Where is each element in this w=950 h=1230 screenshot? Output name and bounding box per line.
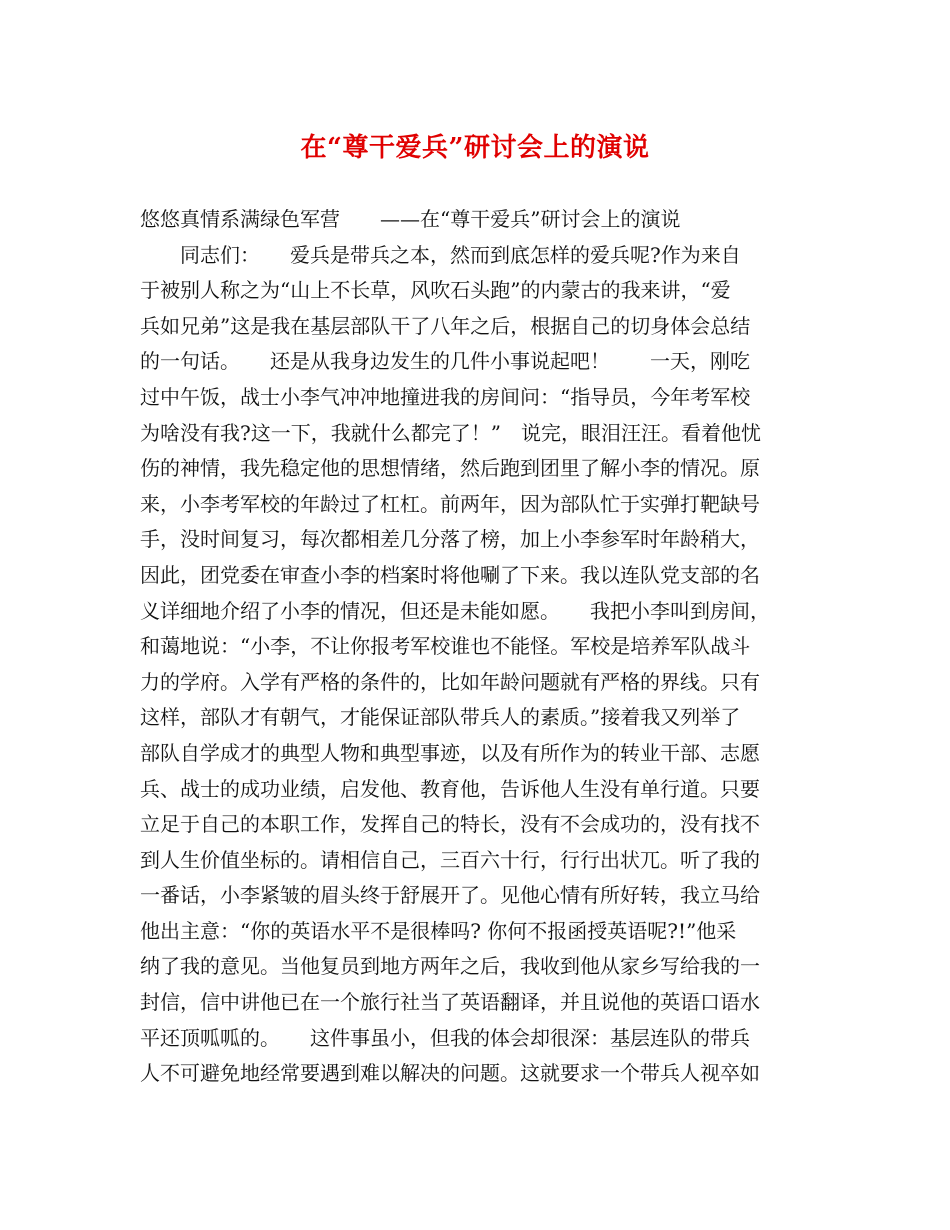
document-title: 在“尊干爱兵”研讨会上的演说 (300, 133, 650, 163)
text-line: 这样，部队才有朝气，才能保证部队带兵人的素质。”接着我又列举了 (140, 705, 741, 730)
text-line: 为啥没有我?这一下，我就什么都完了！” 说完，眼泪汪汪。看着他忧 (140, 420, 761, 445)
text-line: 立足于自己的本职工作，发挥自己的特长，没有不会成功的，没有找不 (140, 812, 760, 837)
text-line: 力的学府。入学有严格的条件的，比如年龄问题就有严格的界线。只有 (140, 669, 760, 694)
document-body (140, 202, 840, 1092)
text-line: 来，小李考军校的年龄过了杠杠。前两年，因为部队忙于实弹打靶缺号 (140, 491, 760, 516)
text-line: 过中午饭，战士小李气冲冲地撞进我的房间问：“指导员，今年考军校 (140, 384, 751, 409)
text-line: 纳了我的意见。当他复员到地方两年之后，我收到他从家乡写给我的一 (140, 954, 760, 979)
text-line: 平还顶呱呱的。 这件事虽小，但我的体会却很深：基层连队的带兵 (140, 1025, 750, 1050)
text-line: 和蔼地说：“小李，不让你报考军校谁也不能怪。军校是培养军队战斗 (140, 634, 751, 659)
text-line: 手，没时间复习，每次都相差几分落了榜，加上小李参军时年龄稍大， (140, 527, 760, 552)
text-line: 因此，团党委在审查小李的档案时将他唰了下来。我以连队党支部的名 (140, 562, 760, 587)
text-line: 兵如兄弟”这是我在基层部队干了八年之后，根据自己的切身体会总结 (140, 313, 751, 338)
text-line: 他出主意：“你的英语水平不是很棒吗? 你何不报函授英语呢?!”他采 (140, 918, 737, 943)
text-line: 同志们： 爱兵是带兵之本，然而到底怎样的爱兵呢?作为来自 (140, 242, 741, 267)
text-line: 一番话，小李紧皱的眉头终于舒展开了。见他心情有所好转，我立马给 (140, 883, 760, 908)
text-line: 的一句话。 还是从我身边发生的几件小事说起吧！ 一天，刚吃 (140, 349, 750, 374)
text-line: 伤的神情，我先稳定他的思想情绪，然后跑到团里了解小李的情况。原 (140, 456, 760, 481)
text-line: 到人生价值坐标的。请相信自己，三百六十行，行行出状兀。听了我的 (140, 847, 760, 872)
text-line: 义详细地介绍了小李的情况，但还是未能如愿。 我把小李叫到房间， (140, 598, 770, 623)
text-line: 兵、战士的成功业绩，启发他、教育他，告诉他人生没有单行道。只要 (140, 776, 760, 801)
text-line: 封信，信中讲他已在一个旅行社当了英语翻译，并且说他的英语口语水 (140, 990, 760, 1015)
text-line: 部队自学成才的典型人物和典型事迹，以及有所作为的转业干部、志愿 (140, 740, 760, 765)
text-line: 人不可避免地经常要遇到难以解决的问题。这就要求一个带兵人视卒如 (140, 1061, 760, 1086)
text-line: 悠悠真情系满绿色军营 ——在“尊干爱兵”研讨会上的演说 (140, 207, 681, 231)
text-line: 于被别人称之为“山上不长草，风吹石头跑”的内蒙古的我来讲，“爱 (140, 278, 731, 303)
